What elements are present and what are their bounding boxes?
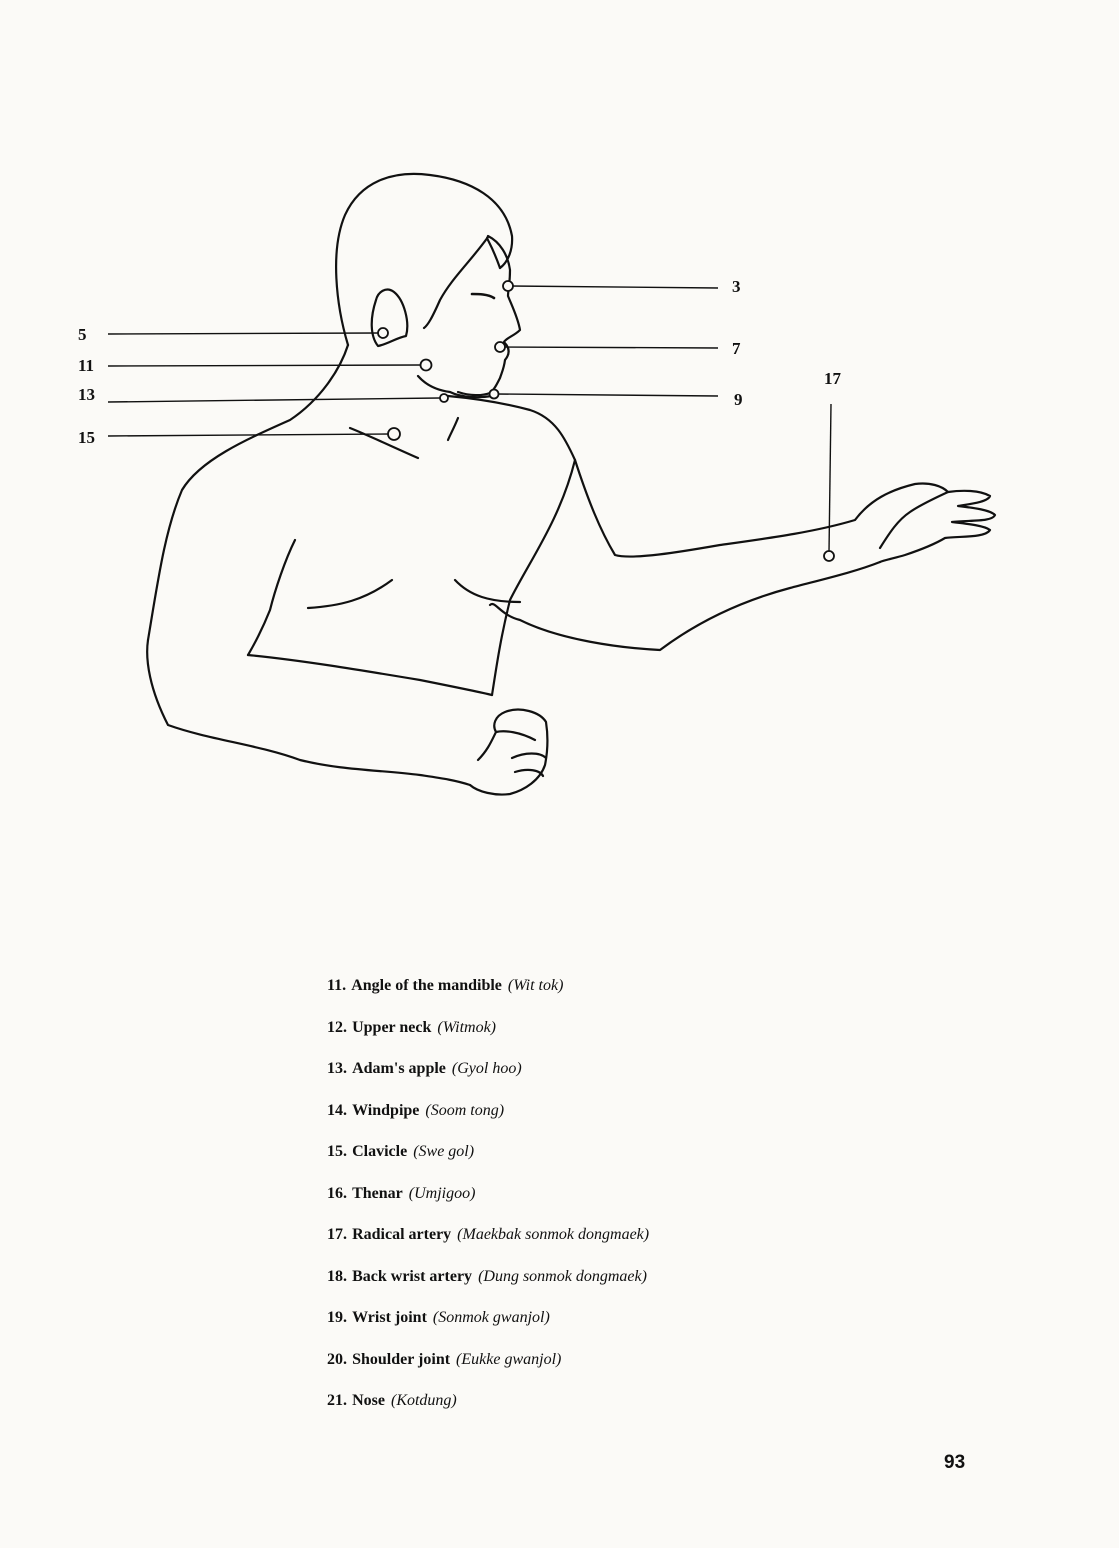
legend-number: 15. — [327, 1143, 347, 1160]
legend-item — [327, 1224, 1047, 1266]
legend-item — [327, 1390, 1047, 1432]
legend-item — [327, 1183, 1047, 1225]
callout-17: 17 — [824, 369, 841, 388]
point-9-marker — [490, 390, 499, 399]
leader-11 — [108, 365, 422, 366]
callout-13: 13 — [78, 385, 95, 404]
point-15-marker — [388, 428, 400, 440]
legend-korean: (Witmok) — [437, 1018, 497, 1036]
callout-5: 5 — [78, 325, 87, 344]
page-number: 93 — [944, 1452, 966, 1473]
legend-english: Wrist joint — [352, 1309, 427, 1326]
legend-english: Nose — [352, 1392, 385, 1409]
neck-shadow — [448, 418, 458, 440]
face-profile — [458, 236, 520, 395]
legend-korean: (Sonmok gwanjol) — [432, 1309, 550, 1326]
legend-english: Radical artery — [352, 1226, 452, 1243]
legend-item — [327, 1141, 1047, 1183]
legend-number: 21. — [327, 1392, 347, 1409]
legend-english: Windpipe — [352, 1101, 420, 1119]
point-17-marker — [824, 551, 834, 561]
legend-number: 11. — [327, 977, 347, 994]
legend-korean: (Dung sonmok dongmaek) — [478, 1267, 647, 1285]
fist — [470, 710, 547, 795]
legend-english: Angle of the mandible — [351, 977, 502, 994]
ear — [372, 290, 408, 346]
point-11-marker — [421, 360, 432, 371]
legend-item — [327, 975, 1047, 1017]
torso-side — [492, 460, 575, 695]
neck-front — [448, 396, 948, 557]
leader-13 — [108, 398, 440, 402]
legend-number: 19. — [327, 1309, 347, 1326]
thumb — [880, 492, 948, 548]
legend-item — [327, 1058, 1047, 1100]
legend-korean: (Eukke gwanjol) — [456, 1350, 562, 1368]
leader-3 — [510, 286, 718, 288]
legend-item — [327, 1100, 1047, 1142]
legend-list — [327, 975, 1047, 1432]
leader-17 — [829, 404, 831, 552]
legend-number: 18. — [327, 1267, 347, 1285]
legend-english: Back wrist artery — [352, 1267, 473, 1285]
legend-number: 20. — [327, 1350, 347, 1368]
legend-number: 14. — [327, 1101, 347, 1119]
legend-korean: (Wit tok) — [507, 977, 564, 994]
legend-english: Thenar — [352, 1184, 403, 1202]
legend-item — [327, 1017, 1047, 1059]
point-3-marker — [503, 281, 513, 291]
legend-korean: (Kotdung) — [390, 1392, 457, 1409]
leader-15 — [108, 434, 390, 436]
hairline — [424, 237, 500, 328]
chest-line-left — [308, 580, 392, 608]
legend-number: 16. — [327, 1184, 347, 1202]
point-7-marker — [495, 342, 505, 352]
legend-number: 17. — [327, 1226, 347, 1243]
leader-5 — [108, 333, 380, 334]
point-13-marker — [440, 394, 448, 402]
callout-7: 7 — [732, 339, 741, 358]
legend-english: Shoulder joint — [352, 1350, 451, 1368]
eye — [472, 294, 494, 298]
upper-arm-inner — [248, 540, 295, 655]
callout-3: 3 — [732, 277, 741, 296]
legend-item — [327, 1349, 1047, 1391]
legend-item — [327, 1307, 1047, 1349]
legend-korean: (Swe gol) — [413, 1143, 475, 1160]
callout-11: 11 — [78, 356, 95, 375]
neck-back — [148, 345, 348, 640]
hand-fingers — [880, 491, 995, 562]
legend-number: 12. — [327, 1018, 347, 1036]
leader-9 — [496, 394, 718, 396]
legend-english: Upper neck — [352, 1018, 432, 1036]
legend-korean: (Soom tong) — [425, 1101, 505, 1119]
forearm-lower — [490, 562, 880, 650]
torso-bottom — [248, 655, 492, 695]
head-outline — [336, 174, 512, 345]
leader-7 — [504, 347, 718, 348]
legend-number: 13. — [327, 1060, 347, 1077]
legend-english: Adam's apple — [352, 1060, 446, 1077]
legend-korean: (Gyol hoo) — [451, 1060, 522, 1077]
legend-item — [327, 1266, 1047, 1308]
legend-english: Clavicle — [352, 1143, 408, 1160]
legend-korean: (Maekbak sonmok dongmaek) — [457, 1226, 650, 1243]
legend-korean: (Umjigoo) — [408, 1184, 476, 1202]
callout-15: 15 — [78, 428, 95, 447]
callout-9: 9 — [734, 390, 743, 409]
clavicle-line — [350, 428, 418, 458]
point-5-marker — [378, 328, 388, 338]
